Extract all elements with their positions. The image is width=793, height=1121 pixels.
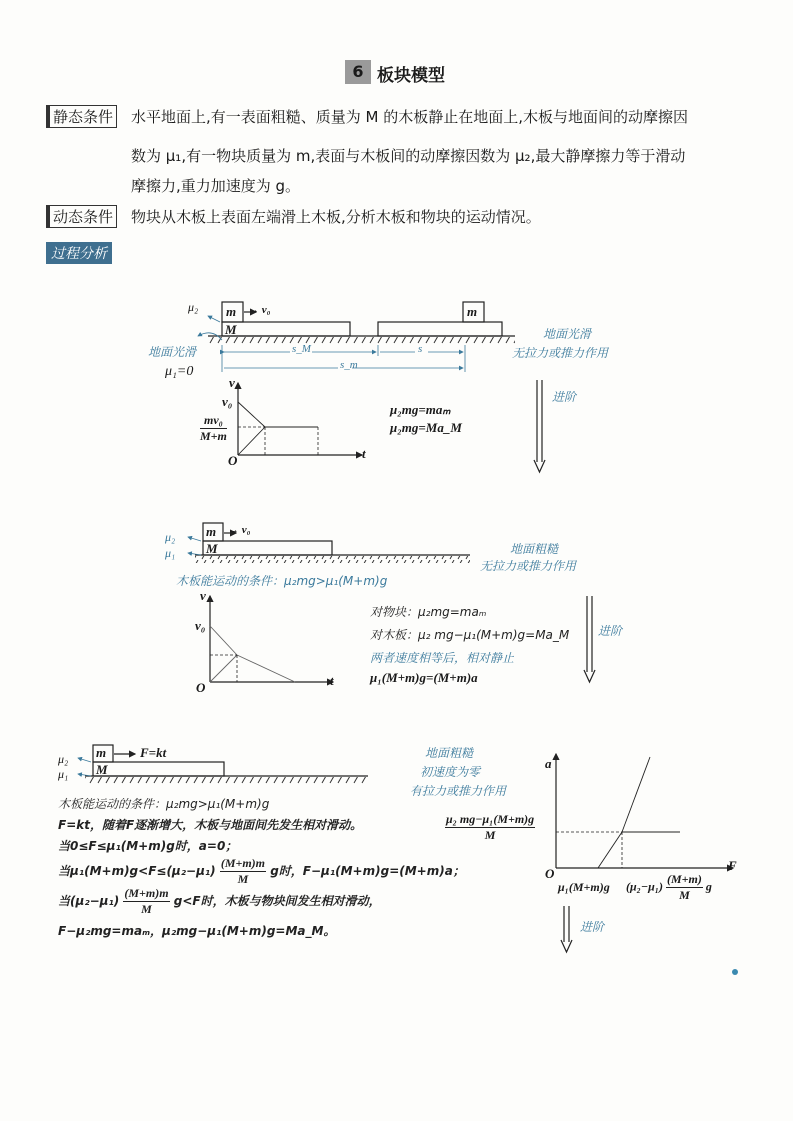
case3-a-frac bbox=[445, 812, 535, 843]
case3-right-note-2: 初速度为零 bbox=[420, 765, 481, 779]
case3-x-label-2 bbox=[626, 872, 712, 903]
x2-g: g bbox=[705, 879, 712, 894]
case3-advance: 进阶 bbox=[580, 920, 605, 934]
case1-scene bbox=[198, 302, 545, 472]
case1-advance: 进阶 bbox=[552, 390, 577, 404]
line-part: 当(μ₂−μ₁) bbox=[58, 894, 120, 908]
board-final bbox=[378, 322, 502, 336]
static-condition-label: 静态条件 bbox=[46, 105, 117, 128]
frac-num: (M+m)m bbox=[220, 856, 266, 870]
frac-mm bbox=[123, 886, 169, 917]
case3-line-2: F=kt，随着F逐渐增大，木板与地面间先发生相对滑动。 bbox=[58, 818, 363, 832]
case3-line-4 bbox=[58, 856, 465, 887]
case1-board-label: M bbox=[225, 322, 237, 337]
case3-line-1: 木板能运动的条件：μ₂mg>μ₁(M+m)g bbox=[58, 797, 270, 811]
case3-x-label-1: μ₁(M+m)g bbox=[558, 880, 610, 894]
case2-eq-1: 对物块：μ₂mg=maₘ bbox=[370, 605, 487, 619]
case1-right-note-1: 地面光滑 bbox=[543, 327, 592, 341]
case3-axis-a: a bbox=[545, 756, 552, 771]
page-title: 板块模型 bbox=[377, 66, 445, 86]
case1-block-label: m bbox=[226, 304, 237, 319]
line-part: g时，F−μ₁(M+m)g=(M+m)a； bbox=[270, 864, 465, 878]
static-line-1: 水平地面上,有一表面粗糙、质量为 M 的木板静止在地面上,木板与地面间的动摩擦因 bbox=[131, 108, 689, 126]
case2-eq-4: μ₁(M+m)g=(M+m)a bbox=[370, 670, 478, 685]
case3-line-5 bbox=[58, 886, 381, 917]
case2-velocity: → v₀ bbox=[228, 524, 251, 536]
line-part: g<F时，木板与物块间发生相对滑动， bbox=[173, 894, 381, 908]
case2-axis-v: v bbox=[200, 588, 206, 603]
frac-den: M+m bbox=[200, 429, 227, 443]
frac-mm bbox=[220, 856, 266, 887]
frac-den: M bbox=[141, 902, 152, 916]
case1-block-final-label: m bbox=[467, 304, 478, 319]
frac-den: M bbox=[484, 828, 496, 842]
frac-num: μ₂ mg−μ₁(M+m)g bbox=[446, 812, 535, 826]
case2-condition: 木板能运动的条件：μ₂mg>μ₁(M+m)g bbox=[176, 574, 388, 588]
case2-eq-3: 两者速度相等后，相对静止 bbox=[370, 651, 515, 665]
case2-board-label: M bbox=[206, 541, 218, 556]
case3-right-note-1: 地面粗糙 bbox=[425, 746, 474, 760]
frac-den: M bbox=[237, 872, 249, 886]
case2-advance: 进阶 bbox=[598, 624, 623, 638]
case2-right-note-1: 地面粗糙 bbox=[510, 542, 559, 556]
case1-velocity: → v₀ bbox=[248, 304, 271, 316]
process-analysis-label: 过程分析 bbox=[46, 242, 112, 264]
case1-dim-s: s bbox=[418, 343, 423, 355]
frac-num: (M+m) bbox=[666, 872, 702, 886]
case2-block-label: m bbox=[206, 524, 217, 539]
case1-origin: O bbox=[228, 453, 238, 468]
case3-line-6: F−μ₂mg=maₘ，μ₂mg−μ₁(M+m)g=Ma_M。 bbox=[58, 924, 336, 938]
case1-vt-graph bbox=[238, 383, 362, 455]
case1-left-note: 地面光滑 bbox=[148, 345, 197, 359]
case1-v0: v₀ bbox=[222, 394, 233, 409]
line-part: 当μ₁(M+m)g<F≤(μ₂−μ₁) bbox=[58, 864, 216, 878]
x2-frac bbox=[666, 872, 703, 903]
x2-coef: (μ₂−μ₁) bbox=[626, 879, 663, 894]
dynamic-text: 物块从木板上表面左端滑上木板,分析木板和物块的运动情况。 bbox=[131, 208, 541, 226]
static-line-2: 数为 μ₁,有一物块质量为 m,表面与木板间的动摩擦因数为 μ₂,最大静摩擦力等于滑动 bbox=[131, 147, 686, 165]
case2-mu1: μ₁ bbox=[165, 546, 176, 560]
page-dot bbox=[732, 969, 738, 975]
case3-origin: O bbox=[545, 866, 555, 881]
case2-eq-2: 对木板：μ₂ mg−μ₁(M+m)g=Ma_M bbox=[370, 628, 570, 642]
frac-num: mv₀ bbox=[200, 413, 227, 429]
case3-mu2: μ₂ bbox=[58, 752, 69, 766]
case1-eq-1: μ₂mg=maₘ bbox=[390, 402, 451, 417]
case1-axis-t: t bbox=[362, 446, 366, 461]
case1-common-velocity bbox=[200, 413, 227, 444]
case3-scene bbox=[78, 745, 368, 784]
case2-origin: O bbox=[196, 680, 206, 695]
case3-board-label: M bbox=[96, 762, 108, 777]
case1-mu2: μ₂ bbox=[188, 300, 199, 314]
frac-num: (M+m)m bbox=[124, 886, 169, 900]
dynamic-condition-label: 动态条件 bbox=[46, 205, 117, 228]
case2-v0: v₀ bbox=[195, 618, 206, 633]
case1-dim-sM: s_M bbox=[292, 343, 311, 355]
static-line-3: 摩擦力,重力加速度为 g。 bbox=[131, 177, 301, 195]
case1-dim-sm: s_m bbox=[340, 359, 358, 371]
case3-mu1: μ₁ bbox=[58, 767, 69, 781]
frac-den: M bbox=[679, 888, 690, 902]
case2-vt-graph bbox=[210, 596, 333, 682]
case1-mu1: μ₁=0 bbox=[165, 364, 194, 379]
case2-mu2: μ₂ bbox=[165, 530, 176, 544]
case1-right-note-2: 无拉力或推力作用 bbox=[512, 346, 609, 360]
case3-block-label: m bbox=[96, 745, 107, 760]
case1-eq-2: μ₂mg=Ma_M bbox=[390, 420, 462, 435]
case3-axis-F: F bbox=[728, 858, 737, 873]
case1-axis-v: v bbox=[229, 375, 235, 390]
case3-line-3: 当0≤F≤μ₁(M+m)g时，a=0； bbox=[58, 839, 238, 853]
section-number: 6 bbox=[345, 60, 371, 84]
case3-right-note-3: 有拉力或推力作用 bbox=[410, 784, 507, 798]
case3-force: F=kt bbox=[140, 745, 167, 760]
case2-right-note-2: 无拉力或推力作用 bbox=[480, 559, 577, 573]
board-initial bbox=[222, 322, 350, 336]
case2-axis-t: t bbox=[330, 673, 334, 688]
